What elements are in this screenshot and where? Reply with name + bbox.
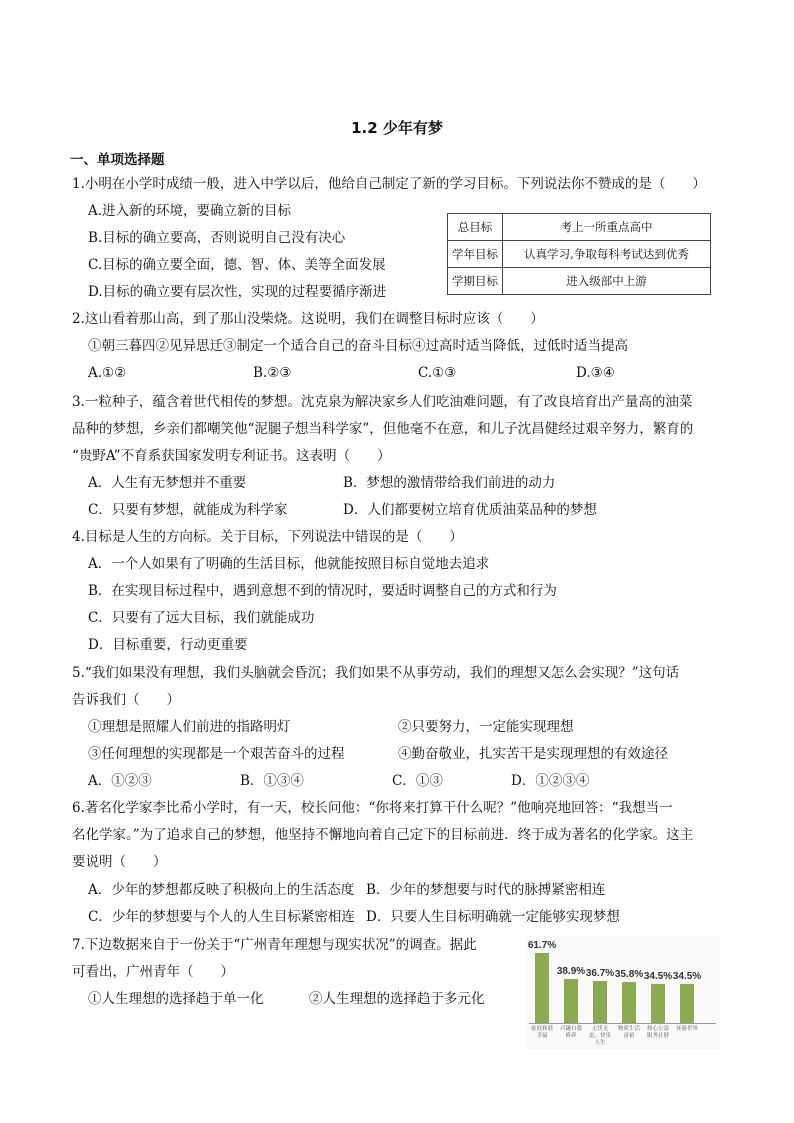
table-cell: 认真学习,争取每科考试达到优秀 bbox=[503, 241, 711, 268]
q6-option-d[interactable]: D．只要人生目标明确就一定能够实现梦想 bbox=[366, 909, 620, 925]
chart-category-label: 家庭和谐幸福 bbox=[530, 1026, 553, 1039]
q2-option-b[interactable]: B.②③ bbox=[253, 365, 292, 381]
q6-stem-line1: 6.著名化学家李比希小学时，有一天，校长问他：“你将来打算干什么呢？”他响亮地回答：“我想当一 bbox=[72, 800, 673, 816]
q4-option-b[interactable]: B．在实现目标过程中，遇到意想不到的情况时，要适时调整自己的方式和行为 bbox=[88, 583, 557, 599]
page-title: 1.2 少年有梦 bbox=[351, 119, 443, 137]
q1-option-d[interactable]: D.目标的确立要有层次性，实现的过程要循序渐进 bbox=[88, 284, 387, 300]
table-cell: 总目标 bbox=[448, 214, 503, 241]
q6-stem-line3: 要说明（ ） bbox=[72, 854, 167, 870]
q5-option-a[interactable]: A．①②③ bbox=[88, 773, 152, 789]
q5-item-2: ②只要努力，一定能实现理想 bbox=[398, 719, 574, 735]
q2-option-a[interactable]: A.①② bbox=[88, 365, 127, 381]
q5-stem-line1: 5.“我们如果没有理想，我们头脑就会昏沉；我们如果不从事劳动，我们的理想又怎么会实现？”这句话 bbox=[72, 665, 680, 681]
chart-bar bbox=[564, 979, 578, 1023]
q1-option-c[interactable]: C.目标的确立要全面，德、智、体、美等全面发展 bbox=[88, 257, 386, 273]
chart-bar bbox=[622, 982, 636, 1023]
chart-data-label: 34.5% bbox=[672, 970, 702, 982]
section-heading: 一、单项选择题 bbox=[70, 152, 165, 168]
q6-option-c[interactable]: C．少年的梦想要与个人的人生目标紧密相连 bbox=[88, 909, 355, 925]
q7-item-2: ②人生理想的选择趋于多元化 bbox=[309, 991, 485, 1007]
q4-option-c[interactable]: C．只要有了远大目标，我们就能成功 bbox=[88, 610, 315, 626]
q3-stem-line1: 3.一粒种子，蕴含着世代相传的梦想。沈克泉为解决家乡人们吃油难问题，有了改良培育出产量高的油菜 bbox=[72, 394, 693, 410]
chart-bar bbox=[680, 984, 694, 1023]
table-cell: 进入级部中上游 bbox=[503, 268, 711, 295]
table-cell: 学期目标 bbox=[448, 268, 503, 295]
chart-x-axis bbox=[529, 1023, 716, 1024]
q5-item-1: ①理想是照耀人们前进的指路明灯 bbox=[88, 719, 291, 735]
q4-option-d[interactable]: D．目标重要，行动更重要 bbox=[88, 637, 248, 653]
q5-item-4: ④勤奋敬业，扎实苦干是实现理想的有效途径 bbox=[398, 746, 668, 762]
table-row bbox=[448, 214, 711, 241]
table-cell: 学年目标 bbox=[448, 241, 503, 268]
chart-data-label: 36.7% bbox=[585, 968, 615, 980]
table-row bbox=[448, 241, 711, 268]
chart-data-label: 38.9% bbox=[556, 965, 586, 977]
q1-option-a[interactable]: A.进入新的环境，要确立新的目标 bbox=[88, 203, 292, 219]
q4-option-a[interactable]: A．一个人如果有了明确的生活目标，他就能按照目标自觉地去追求 bbox=[88, 556, 490, 572]
q5-item-3: ③任何理想的实现都是一个艰苦奋斗的过程 bbox=[88, 746, 345, 762]
q3-option-c[interactable]: C．只要有梦想，就能成为科学家 bbox=[88, 502, 288, 518]
q3-stem-line3: “贵野A”不育系获国家发明专利证书。这表明（ ） bbox=[72, 448, 391, 464]
chart-category-label: 兴趣自我修养 bbox=[559, 1026, 582, 1039]
survey-bar-chart bbox=[525, 935, 720, 1050]
q2-items: ①朝三暮四②见异思迁③制定一个适合自己的奋斗目标④过高时适当降低，过低时适当提高 bbox=[88, 338, 628, 354]
q3-option-a[interactable]: A．人生有无梦想并不重要 bbox=[88, 475, 247, 491]
q1-stem: 1.小明在小学时成绩一般，进入中学以后，他给自己制定了新的学习目标。下列说法你不赞成的是（ ） bbox=[72, 176, 706, 192]
q3-option-d[interactable]: D．人们都要树立培育优质油菜品种的梦想 bbox=[343, 502, 597, 518]
q4-stem: 4.目标是人生的方向标。关于目标，下列说法中错误的是（ ） bbox=[72, 529, 463, 545]
q6-option-b[interactable]: B．少年的梦想要与时代的脉搏紧密相连 bbox=[366, 882, 606, 898]
q7-stem-line1: 7.下边数据来自于一份关于“广州青年理想与现实状况”的调查。据此 bbox=[72, 937, 477, 953]
table-cell: 考上一所重点高中 bbox=[503, 214, 711, 241]
q5-stem-line2: 告诉我们（ ） bbox=[72, 692, 180, 708]
chart-data-label: 61.7% bbox=[527, 939, 557, 951]
q3-option-b[interactable]: B．梦想的激情带给我们前进的动力 bbox=[343, 475, 556, 491]
chart-bar bbox=[535, 953, 549, 1023]
chart-category-label: 物质生活富裕 bbox=[617, 1026, 640, 1039]
q1-option-b[interactable]: B.目标的确立要高，否则说明自己没有决心 bbox=[88, 230, 346, 246]
chart-bar bbox=[593, 981, 607, 1023]
q7-item-1: ①人生理想的选择趋于单一化 bbox=[88, 991, 264, 1007]
q3-stem-line2: 品种的梦想，乡亲们都嘲笑他“泥腿子想当科学家”，但他毫不在意，和儿子沈昌健经过艰辛努力，繁育的 bbox=[72, 421, 694, 437]
chart-data-label: 34.5% bbox=[643, 970, 673, 982]
table-row bbox=[448, 268, 711, 295]
chart-category-label: 无忧无虑，快乐人生 bbox=[588, 1026, 611, 1046]
q5-option-c[interactable]: C．①③ bbox=[392, 773, 443, 789]
q2-option-d[interactable]: D.③④ bbox=[576, 365, 615, 381]
goal-table bbox=[447, 213, 711, 295]
q7-stem-line2: 可看出，广州青年（ ） bbox=[72, 964, 234, 980]
q2-option-c[interactable]: C.①③ bbox=[418, 365, 457, 381]
q6-option-a[interactable]: A．少年的梦想都反映了积极向上的生活态度 bbox=[88, 882, 355, 898]
chart-category-label: 环游世界 bbox=[675, 1026, 698, 1032]
q5-option-d[interactable]: D．①②③④ bbox=[511, 773, 590, 789]
chart-data-label: 35.8% bbox=[614, 969, 644, 981]
chart-category-label: 热心公益服务社群 bbox=[646, 1026, 669, 1039]
q2-stem: 2.这山看着那山高，到了那山没柴烧。这说明，我们在调整目标时应该（ ） bbox=[72, 311, 544, 327]
chart-bar bbox=[651, 984, 665, 1023]
q5-option-b[interactable]: B．①③④ bbox=[240, 773, 304, 789]
q6-stem-line2: 名化学家。”为了追求自己的梦想，他坚持不懈地向着自己定下的目标前进．终于成为著名的化学家。这主 bbox=[72, 827, 694, 843]
